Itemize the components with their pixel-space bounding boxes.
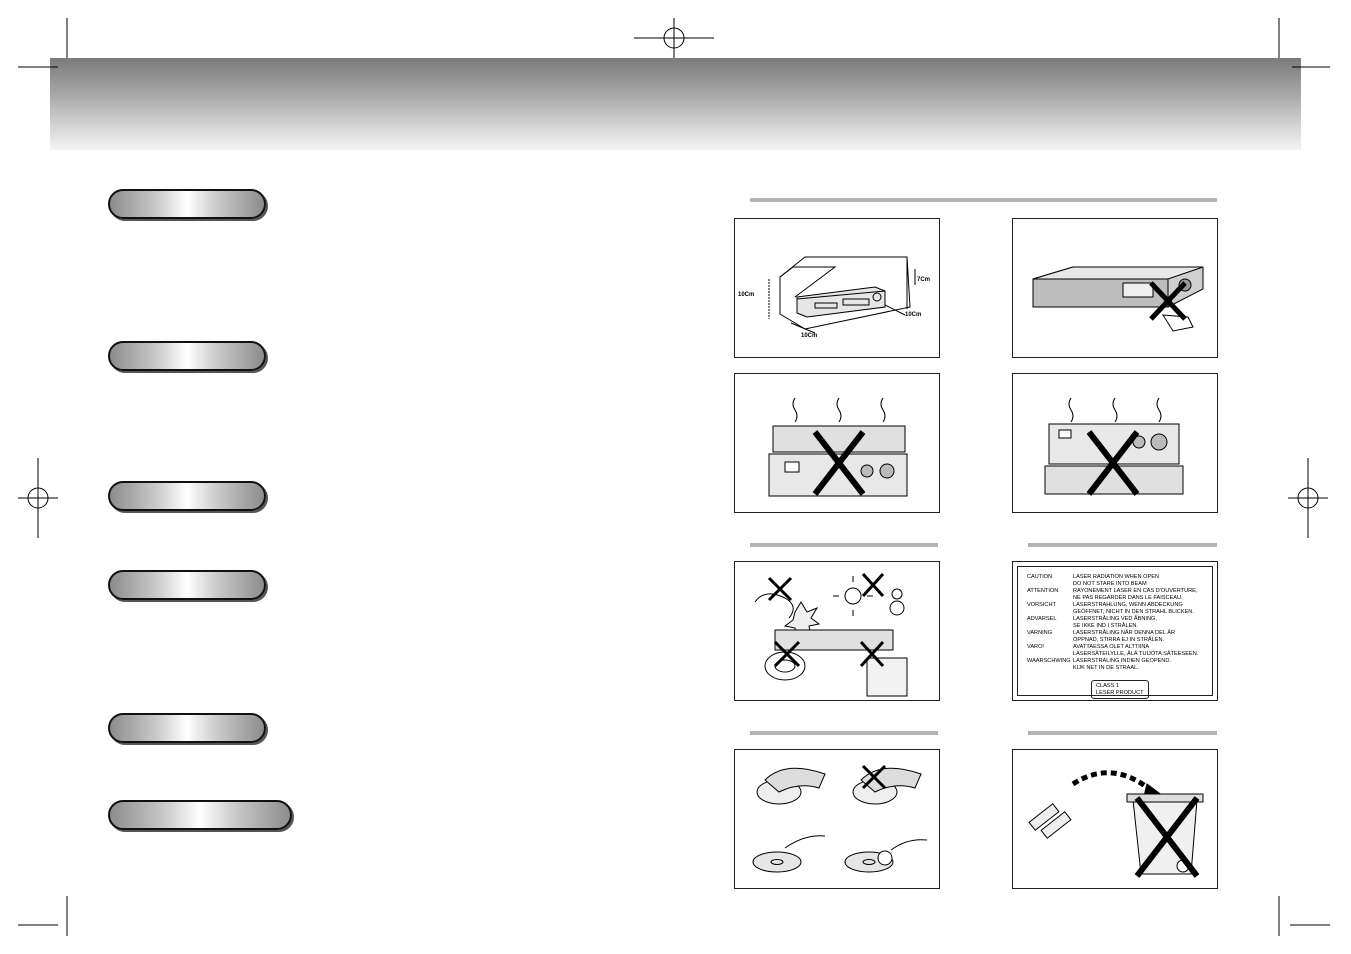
stack-illustration-1 — [735, 374, 939, 512]
warning-text-2: SE IKKE IND I STRÅLEN. — [1073, 622, 1138, 629]
clearance-diagram — [734, 218, 940, 358]
warning-text-2: DO NOT STARE INTO BEAM — [1073, 580, 1147, 587]
warning-lang: VORSICHT — [1027, 602, 1056, 608]
warning-text-1: LASERSTRÅLING VED ÅBNING, — [1073, 616, 1157, 622]
section-pill-5 — [108, 713, 266, 743]
warning-lang: VARO! — [1027, 644, 1044, 650]
rule-bot-left — [750, 731, 938, 735]
label-bottom-10cm: 10Cm — [801, 333, 818, 339]
warning-lang: ATTENTION — [1027, 588, 1059, 594]
section-pill-6 — [108, 800, 292, 830]
no-touch-tray-diagram — [1012, 218, 1218, 358]
warning-text-1: LASER RADIATION WHEN OPEN — [1073, 574, 1159, 580]
warning-text-1: LASERSTRÅLING NÄR DENNA DEL ÄR — [1073, 630, 1176, 636]
warning-text-2: NE PAS REGARDER DANS LE FAISCEAU. — [1073, 594, 1183, 601]
environment-hazards-diagram — [734, 561, 940, 701]
section-pill-4 — [108, 570, 266, 600]
clearance-illustration — [735, 219, 939, 357]
warning-text-1: LASERSTRAHLUNG, WENN ABDECKUNG — [1073, 602, 1183, 608]
warning-lang: ADVARSEL — [1027, 616, 1057, 622]
section-pill-3 — [108, 481, 266, 511]
warning-text-1: AVATTAESSA OLET ALTTIINA — [1073, 644, 1150, 650]
label-right-10cm: 10Cm — [905, 312, 922, 318]
section-pill-1 — [108, 189, 266, 219]
laser-warning-label — [1012, 561, 1218, 701]
registration-mark-right — [1288, 458, 1328, 538]
no-stack-on-receiver-diagram — [734, 373, 940, 513]
rule-bot-right — [1028, 731, 1217, 735]
battery-disposal-illustration — [1013, 750, 1217, 888]
registration-mark-top — [634, 18, 714, 58]
tray-illustration — [1013, 219, 1217, 357]
registration-mark-left — [18, 458, 58, 538]
warning-text-2: ÖPPNAD, STIRRA EJ IN STRÅLEN. — [1073, 636, 1165, 643]
warning-text-2: LASERSÄTEILYLLE, ÄLÄ TUIJOTA SÄTEESEEN. — [1073, 650, 1199, 657]
hazards-illustration — [735, 562, 939, 700]
warning-text-1: LASERSTRALING INDIEN GEOPEND. — [1073, 658, 1171, 664]
rule-top — [750, 198, 1217, 202]
label-left-10cm: 10Cm — [738, 292, 755, 298]
warning-lang: CAUTION — [1027, 574, 1053, 580]
warning-text-2: KIJK NET IN DE STRAAL. — [1073, 664, 1139, 671]
disc-handling-illustration — [735, 750, 939, 888]
section-pill-2 — [108, 341, 266, 371]
warning-text-1: RAYONEMENT LASER EN CAS D'OUVERTURE, — [1073, 588, 1198, 594]
rule-mid-left — [750, 543, 938, 547]
warning-lang: VARNING — [1027, 630, 1053, 636]
class-1-box — [1091, 680, 1149, 699]
disc-handling-diagram — [734, 749, 940, 889]
rule-mid-right — [1028, 543, 1217, 547]
battery-disposal-diagram — [1012, 749, 1218, 889]
class-line-2: LESER PRODUCT — [1096, 689, 1144, 696]
class-line-1: CLASS 1 — [1096, 683, 1120, 689]
label-top-7cm: 7Cm — [917, 277, 931, 283]
stack-illustration-2 — [1013, 374, 1217, 512]
warning-text-2: GEÖFFNET, NICHT IN DEN STRAHL BLICKEN. — [1073, 608, 1194, 615]
warning-lang: WAARSCHWING — [1027, 658, 1071, 664]
no-receiver-on-top-diagram — [1012, 373, 1218, 513]
